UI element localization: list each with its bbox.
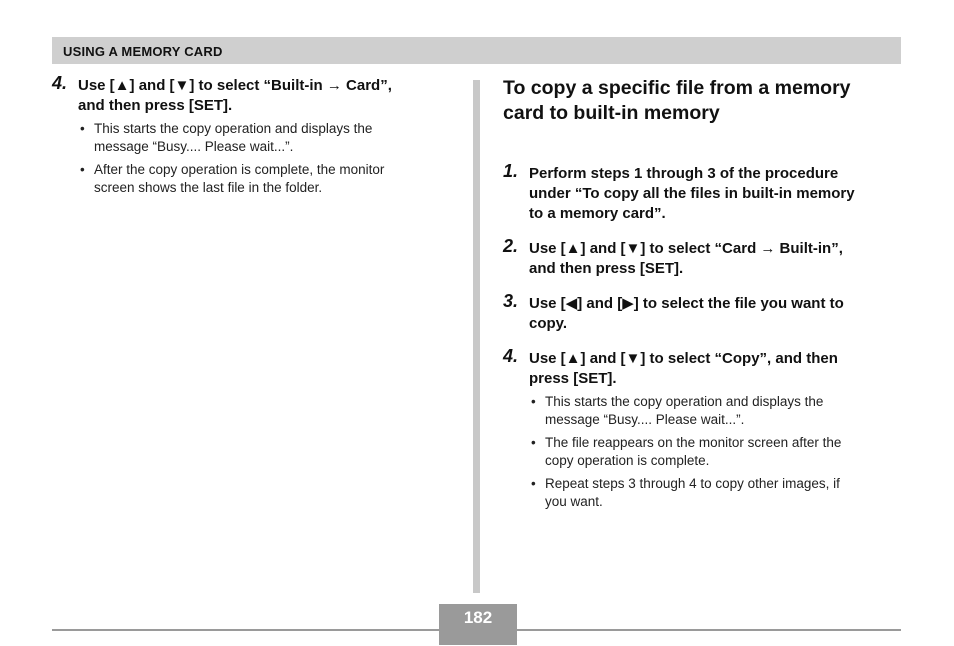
bullet-list xyxy=(78,120,452,196)
bullet-item xyxy=(94,161,452,196)
section-header-bar xyxy=(52,37,901,64)
right-column xyxy=(503,76,903,516)
bullet-line: • The file reappears on the monitor screen after the xyxy=(545,435,842,450)
step-text-line: and then press [SET]. xyxy=(529,260,684,277)
step-text xyxy=(529,349,903,389)
bullet-line: • This starts the copy operation and displays the xyxy=(545,394,824,409)
step-text-line: under “To copy all the files in built-in memory xyxy=(529,185,855,202)
step-4-left xyxy=(52,73,452,196)
step-number: 1. xyxy=(503,161,519,181)
step-text-line: press [SET]. xyxy=(529,370,617,387)
step-text-line: Perform steps 1 through 3 of the procedure xyxy=(529,165,839,182)
step-number: 3. xyxy=(503,291,519,311)
step-4 xyxy=(503,346,903,510)
step-1 xyxy=(503,161,903,224)
step-number: 2. xyxy=(503,236,519,256)
step-number: 4. xyxy=(503,346,519,366)
section-header-title: USING A MEMORY CARD xyxy=(63,44,223,59)
step-text-line: Use [▲] and [▼] to select “Copy”, and then xyxy=(529,350,838,367)
bullet-list xyxy=(529,393,903,510)
bullet-line: • This starts the copy operation and displays the xyxy=(94,121,373,136)
bullet-line: copy operation is complete. xyxy=(545,452,710,468)
step-text-line: and then press [SET]. xyxy=(78,97,233,114)
step-2 xyxy=(503,236,903,279)
bullet-line: you want. xyxy=(545,493,603,509)
step-text-line: Use [▲] and [▼] to select “Built-in → Card”, xyxy=(78,77,392,94)
bullet-line: message “Busy.... Please wait...”. xyxy=(94,138,294,154)
section-title-line: card to built-in memory xyxy=(503,102,720,124)
page-number-tab xyxy=(439,631,517,645)
step-text xyxy=(529,239,903,279)
bullet-line: message “Busy.... Please wait...”. xyxy=(545,411,745,427)
section-title-line: To copy a specific file from a memory xyxy=(503,77,851,99)
step-text xyxy=(78,76,452,116)
page-number: 182 xyxy=(439,604,517,630)
bullet-item xyxy=(94,120,452,155)
step-text xyxy=(529,294,903,334)
section-title xyxy=(503,76,903,126)
step-number: 4. xyxy=(52,73,68,93)
step-3 xyxy=(503,291,903,334)
column-divider xyxy=(473,80,480,593)
step-text xyxy=(529,164,903,224)
bullet-item xyxy=(545,475,903,510)
step-text-line: Use [◀] and [▶] to select the file you want to xyxy=(529,295,844,312)
bullet-line: • After the copy operation is complete, the monitor xyxy=(94,162,385,177)
left-column xyxy=(52,73,452,202)
bullet-line: screen shows the last file in the folder. xyxy=(94,179,323,195)
bullet-item xyxy=(545,393,903,428)
step-text-line: copy. xyxy=(529,315,568,332)
bullet-line: • Repeat steps 3 through 4 to copy other images, if xyxy=(545,476,840,491)
step-text-line: Use [▲] and [▼] to select “Card → Built-in”, xyxy=(529,240,843,257)
step-text-line: to a memory card”. xyxy=(529,205,666,222)
bullet-item xyxy=(545,434,903,469)
